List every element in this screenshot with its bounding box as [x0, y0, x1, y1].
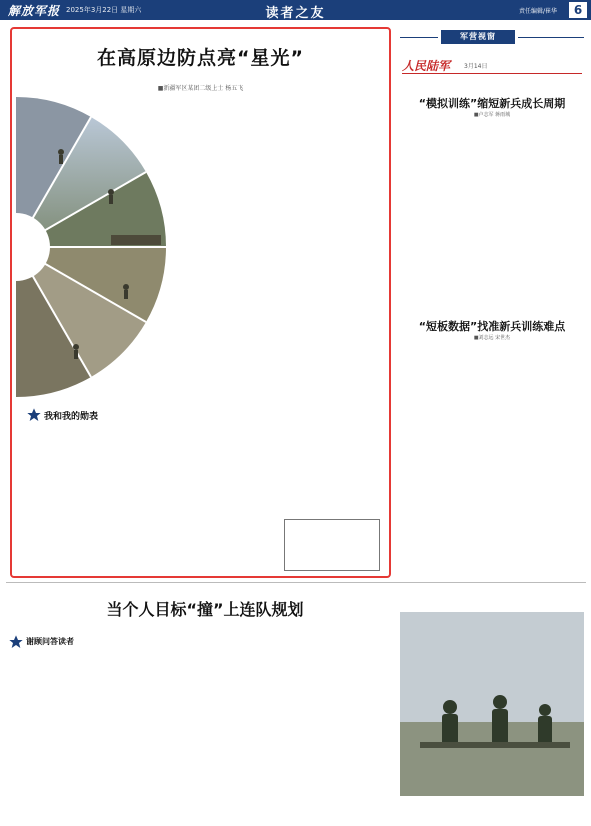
- newspaper-logo: 解放军报: [8, 4, 61, 18]
- qa-column-title: 谢顾问答读者: [26, 637, 74, 646]
- section-title: 读者之友: [265, 6, 326, 21]
- article2-byline: ■刘志远 宋世杰: [473, 335, 511, 341]
- issue-date: 2025年3月22日 星期六: [66, 6, 142, 14]
- bottom-column-3: [202, 628, 294, 818]
- feature-headline: 在高原边防点亮“星光”: [97, 47, 304, 69]
- masthead: [0, 0, 591, 20]
- feature-article: [10, 27, 391, 578]
- feature-column-2: [244, 99, 310, 399]
- feature-column-1: [172, 99, 238, 399]
- responsible-editor: 责任编辑/崔华: [518, 8, 557, 15]
- source-paper-logo: 人民陆军: [402, 59, 451, 73]
- page-number: 6: [569, 2, 587, 18]
- bottom-column-4: [302, 628, 394, 818]
- section-divider: [6, 582, 586, 583]
- feature-byline: ■新疆军区某团二级上士 杨五飞: [157, 85, 244, 92]
- article1-byline: ■卢志军 蒋雨城: [473, 112, 511, 118]
- source-paper-date: 3月14日: [464, 63, 488, 70]
- right-section-label: 军营视窗: [441, 30, 515, 44]
- star-icon: [26, 407, 42, 423]
- right-section-header: [400, 30, 584, 44]
- bottom-headline: 当个人目标“撞”上连队规划: [106, 600, 304, 619]
- radial-photo-collage: [16, 97, 166, 397]
- training-photo: [400, 612, 584, 796]
- article2-headline: “短板数据”找准新兵训练难点: [418, 320, 566, 333]
- star-icon: [8, 634, 24, 650]
- source-paper-masthead: [402, 57, 582, 73]
- article2-column-1: [402, 346, 488, 576]
- feature-column-3: [316, 99, 382, 399]
- editor-note-box: [284, 519, 380, 571]
- article1-column-1: [402, 122, 488, 304]
- article1-column-2: [494, 122, 582, 304]
- feature-column-6: [262, 407, 380, 515]
- subsection-title: 我和我的勋表: [44, 412, 99, 422]
- bottom-column-1: [8, 654, 94, 819]
- feature-column-5: [142, 407, 252, 572]
- article2-column-2: [494, 346, 582, 576]
- feature-column-4: [24, 427, 134, 572]
- bottom-column-2: [102, 628, 194, 818]
- article1-headline: “模拟训练”缩短新兵成长周期: [418, 97, 566, 110]
